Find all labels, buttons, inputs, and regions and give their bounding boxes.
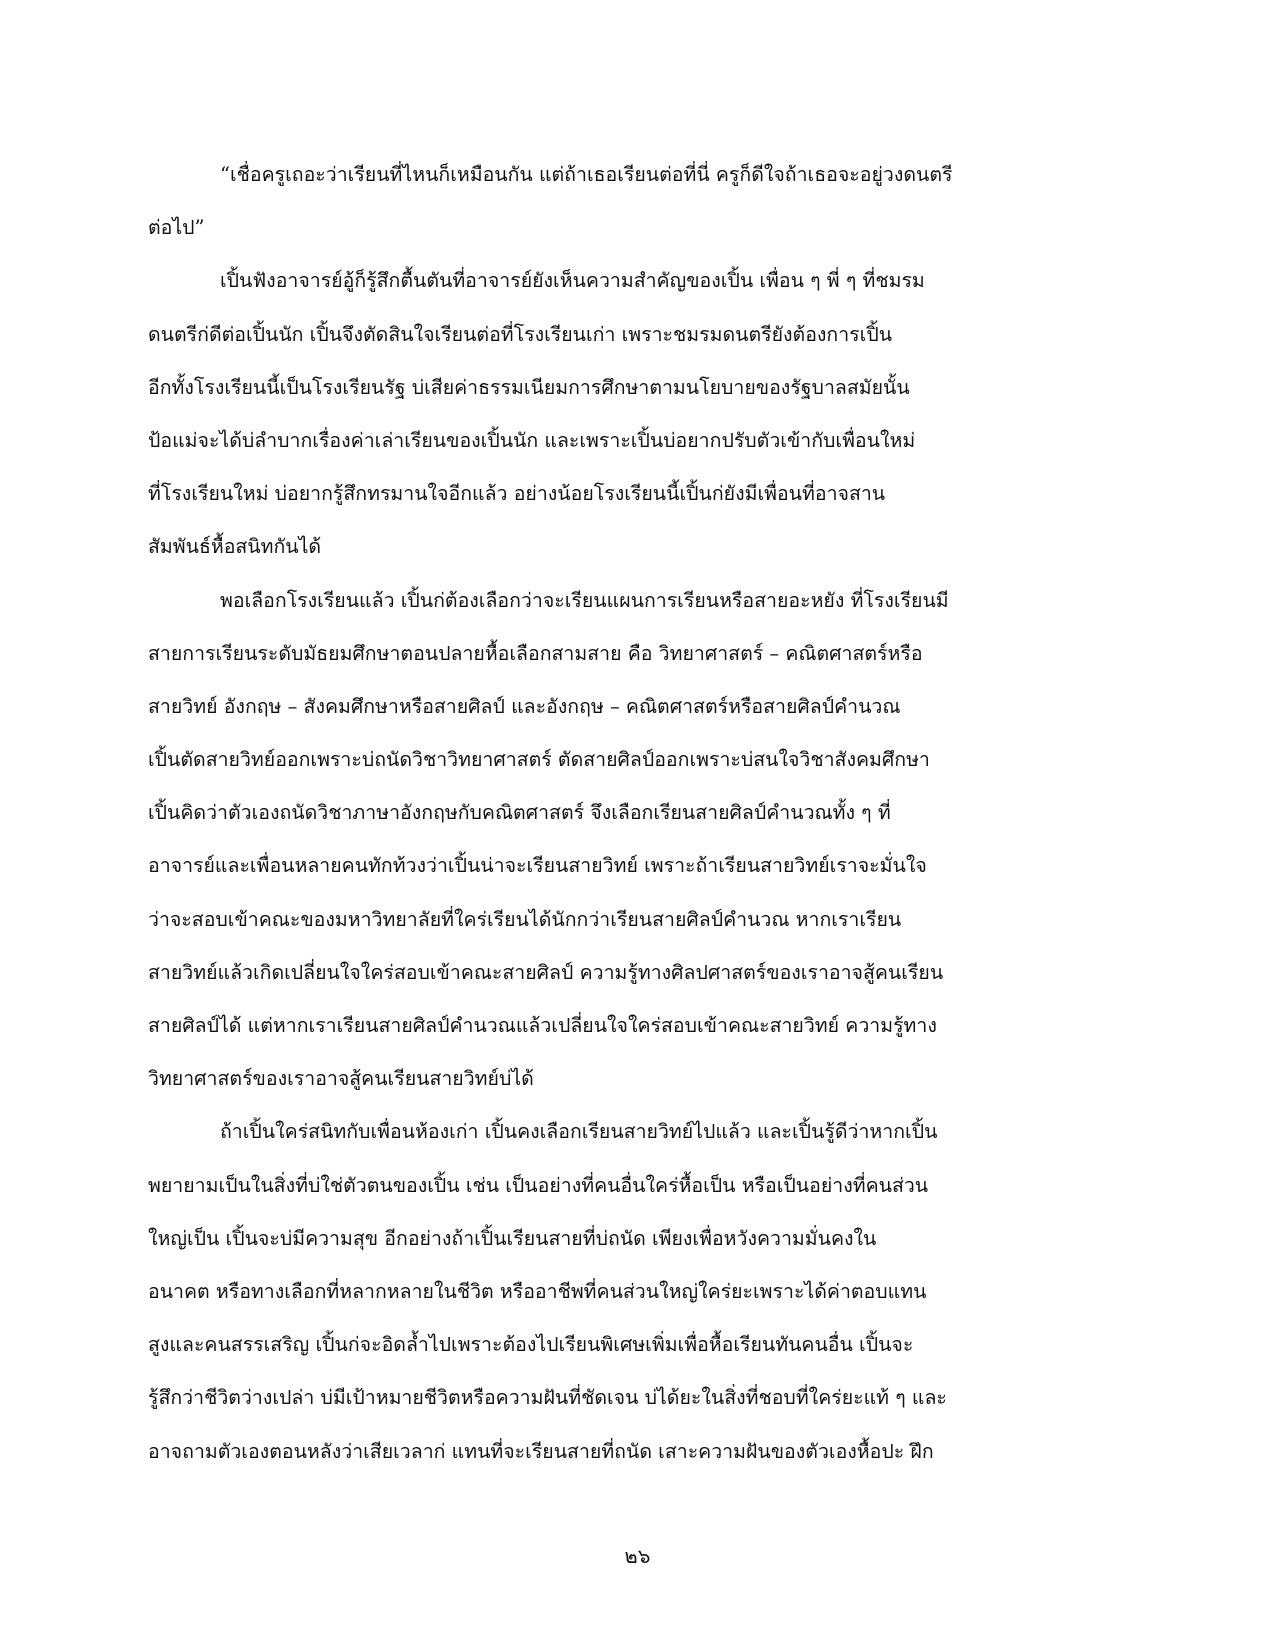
text-line: ถ้าเปิ้นใคร่สนิทกับเพื่อนห้องเก่า เปิ้นคงเลือกเรียนสายวิทย์ไปแล้ว และเปิ้นรู้ดีว่าหากเปิ้น (220, 1120, 938, 1144)
text-line: เปิ้นฟังอาจารย์อู้ก็รู้สึกตื้นตันที่อาจารย์ยังเห็นความสำคัญของเปิ้น เพื่อน ๆ พี่ ๆ ที่ชมรม (220, 269, 925, 293)
body-text (148, 148, 1018, 1478)
text-line: สัมพันธ์หื้อสนิทกันได้ (148, 535, 322, 559)
text-line: อนาคต หรือทางเลือกที่หลากหลายในชีวิต หรืออาชีพที่คนส่วนใหญ่ใคร่ยะเพราะได้ค่าตอบแทน (148, 1279, 927, 1303)
text-line: ป้อแม่จะได้บ่ลำบากเรื่องค่าเล่าเรียนของเปิ้นนัก และเพราะเปิ้นบ่อยากปรับตัวเข้ากับเพื่อนใหม่ (148, 428, 916, 452)
text-line: “เชื่อครูเถอะว่าเรียนที่ไหนก็เหมือนกัน แต่ถ้าเธอเรียนต่อที่นี่ ครูก็ดีใจถ้าเธอจะอยู่วงดนตรี (220, 163, 953, 186)
text-line: อีกทั้งโรงเรียนนี้เป็นโรงเรียนรัฐ บ่เสียค่าธรรมเนียมการศึกษาตามนโยบายของรัฐบาลสมัยนั้น (148, 375, 910, 399)
text-line: ดนตรีก่ดีต่อเปิ้นนัก เปิ้นจึงตัดสินใจเรียนต่อที่โรงเรียนเก่า เพราะชมรมดนตรียังต้องการเปิ้น (148, 322, 893, 346)
text-line: ว่าจะสอบเข้าคณะของมหาวิทยาลัยที่ใคร่เรียนได้นักกว่าเรียนสายศิลป์คำนวณ หากเราเรียน (148, 907, 902, 931)
text-line: สูงและคนสรรเสริญ เปิ้นก่จะอิดล้ำไปเพราะต้องไปเรียนพิเศษเพิ่มเพื่อหื้อเรียนทันคนอื่น เปิ้นจะ (148, 1333, 914, 1357)
text-line: รู้สึกว่าชีวิตว่างเปล่า บ่มีเป้าหมายชีวิตหรือความฝันที่ชัดเจน บ่ได้ยะในสิ่งที่ชอบที่ใคร่ยะแท้ ๆ และ (148, 1386, 947, 1410)
text-line: อาจถามตัวเองตอนหลังว่าเสียเวลาก่ แทนที่จะเรียนสายที่ถนัด เสาะความฝันของตัวเองหื้อปะ ฝึก (148, 1439, 934, 1463)
text-line: อาจารย์และเพื่อนหลายคนทักท้วงว่าเปิ้นน่าจะเรียนสายวิทย์ เพราะถ้าเรียนสายวิทย์เราจะมั่นใจ (148, 854, 927, 878)
text-line: พอเลือกโรงเรียนแล้ว เปิ้นก่ต้องเลือกว่าจะเรียนแผนการเรียนหรือสายอะหยัง ที่โรงเรียนมี (220, 588, 949, 612)
text-line: ใหญ่เป็น เปิ้นจะบ่มีความสุข อีกอย่างถ้าเปิ้นเรียนสายที่บ่ถนัด เพียงเพื่อหวังความมั่นคงใน (148, 1226, 877, 1250)
text-line: เปิ้นคิดว่าตัวเองถนัดวิชาภาษาอังกฤษกับคณิตศาสตร์ จึงเลือกเรียนสายศิลป์คำนวณทั้ง ๆ ที่ (148, 801, 891, 825)
text-line: ที่โรงเรียนใหม่ บ่อยากรู้สึกทรมานใจอีกแล้ว อย่างน้อยโรงเรียนนี้เปิ้นก่ยังมีเพื่อนที่อาจสาน (148, 482, 886, 506)
text-line: พยายามเป็นในสิ่งที่บ่ใช่ตัวตนของเปิ้น เช่น เป็นอย่างที่คนอื่นใคร่หื้อเป็น หรือเป็นอย่างที่คนส่วน (148, 1173, 929, 1197)
text-line: สายวิทย์แล้วเกิดเปลี่ยนใจใคร่สอบเข้าคณะสายศิลป์ ความรู้ทางศิลปศาสตร์ของเราอาจสู้คนเรียน (148, 960, 944, 984)
text-line: สายศิลป์ได้ แต่หากเราเรียนสายศิลป์คำนวณแล้วเปลี่ยนใจใคร่สอบเข้าคณะสายวิทย์ ความรู้ทาง (148, 1014, 937, 1037)
text-line: วิทยาศาสตร์ของเราอาจสู้คนเรียนสายวิทย์บ่ได้ (148, 1067, 534, 1091)
text-line: เปิ้นตัดสายวิทย์ออกเพราะบ่ถนัดวิชาวิทยาศาสตร์ ตัดสายศิลป์ออกเพราะบ่สนใจวิชาสังคมศึกษา (148, 748, 930, 772)
text-line: สายวิทย์ อังกฤษ – สังคมศึกษาหรือสายศิลป์ และอังกฤษ – คณิตศาสตร์หรือสายศิลป์คำนวณ (148, 694, 901, 718)
text-line: สายการเรียนระดับมัธยมศึกษาตอนปลายหื้อเลือกสามสาย คือ วิทยาศาสตร์ – คณิตศาสตร์หรือ (148, 641, 923, 665)
page-number: ๒๖ (624, 1544, 651, 1568)
text-line: ต่อไป” (148, 216, 205, 240)
